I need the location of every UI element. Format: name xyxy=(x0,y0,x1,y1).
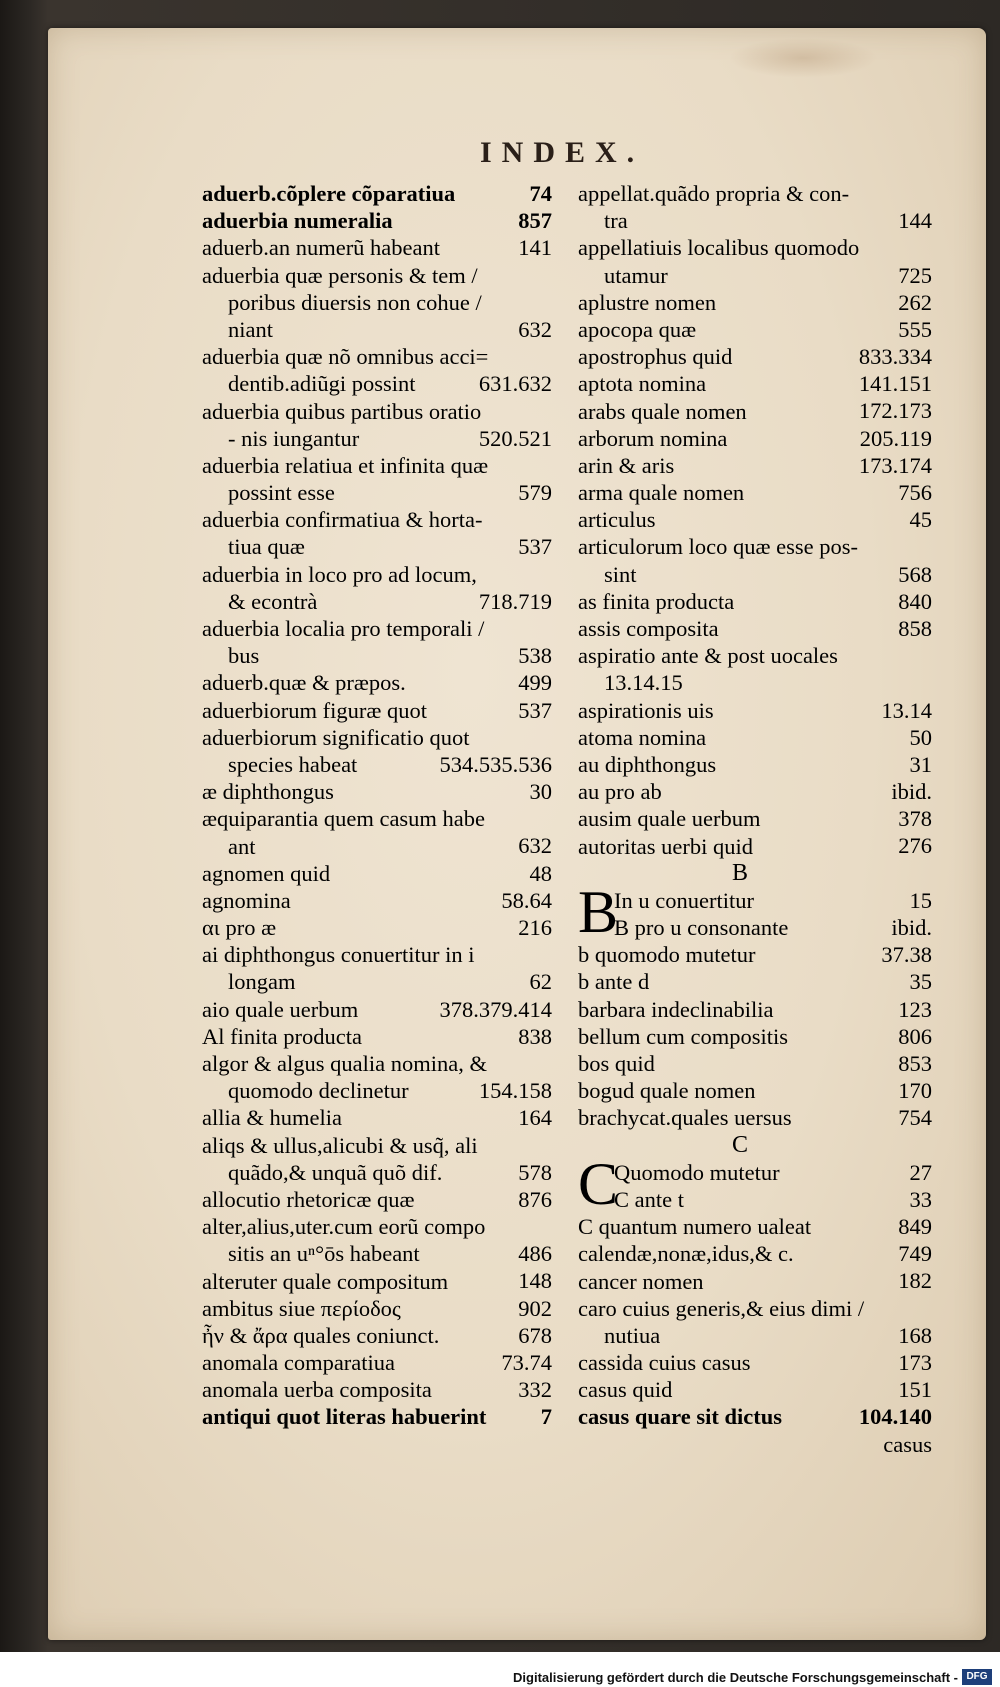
index-entry xyxy=(202,1268,552,1295)
initial-letter: C xyxy=(578,1150,619,1217)
index-entry xyxy=(578,1295,932,1349)
index-entry xyxy=(202,724,552,778)
index-entry xyxy=(578,234,932,288)
entry-text: aduerb.cõplere cõparatiua xyxy=(202,181,456,206)
entry-text: aduerbia localia pro temporali / xyxy=(202,616,485,641)
page-number: 756 xyxy=(898,480,932,506)
index-entry xyxy=(578,1240,932,1267)
entry-text: tiua quæ xyxy=(228,534,305,560)
entry-text: æ diphthongus xyxy=(202,779,334,805)
page-number: 725 xyxy=(898,262,932,288)
page-number: 499 xyxy=(518,670,552,696)
index-entry xyxy=(578,1213,932,1240)
entry-text: & econtrà xyxy=(228,588,318,614)
page-number: 50 xyxy=(909,724,932,750)
page-number: 173 xyxy=(898,1350,932,1376)
entry-text: aduerbia numeralia xyxy=(202,208,393,234)
entry-text: aduerbiorum significatio quot xyxy=(202,724,470,750)
index-entry xyxy=(202,1023,552,1050)
index-entry xyxy=(578,1268,932,1295)
entry-text: au diphthongus xyxy=(578,751,717,777)
index-column-right xyxy=(578,180,932,1458)
index-entry xyxy=(202,996,552,1023)
page-number: 182 xyxy=(898,1268,932,1294)
entry-text: bogud quale nomen xyxy=(578,1078,756,1104)
index-entry xyxy=(578,506,932,533)
entry-text: arborum nomina xyxy=(578,425,728,451)
entry-text xyxy=(578,1431,932,1458)
page-number: 749 xyxy=(898,1241,932,1267)
index-entry xyxy=(578,833,932,860)
page-number: 853 xyxy=(898,1050,932,1076)
index-entry xyxy=(202,180,552,207)
page-number: 62 xyxy=(529,969,552,995)
index-entry xyxy=(578,996,932,1023)
index-entry xyxy=(202,1403,552,1430)
page-number: 332 xyxy=(518,1377,552,1403)
index-entry xyxy=(202,452,552,506)
entry-text: aduerbia in loco pro ad locum, xyxy=(202,561,477,587)
entry-text: quãdo,& unquã quõ dif. xyxy=(228,1159,443,1185)
page-number: 806 xyxy=(898,1023,932,1049)
index-entry xyxy=(202,1295,552,1322)
page-number: 838 xyxy=(518,1023,552,1049)
entry-text: apostrophus quid xyxy=(578,344,733,370)
index-entry xyxy=(202,561,552,615)
page-number: 151 xyxy=(898,1377,932,1403)
index-entry xyxy=(202,778,552,805)
entry-text: aduerb.an numerũ habeant xyxy=(202,235,441,261)
entry-text: aliqs & ullus,alicubi & usq̃, ali xyxy=(202,1132,478,1158)
index-entry xyxy=(202,1132,552,1186)
page-number: 537 xyxy=(518,534,552,560)
page-number: 173.174 xyxy=(858,452,932,478)
entry-text: tra xyxy=(604,208,628,234)
entry-text: dentib.adiũgi possint xyxy=(228,371,416,397)
index-entry xyxy=(578,289,932,316)
entry-text: arma quale nomen xyxy=(578,480,745,506)
index-entry xyxy=(578,751,932,778)
entry-text: algor & algus qualia nomina, & xyxy=(202,1051,487,1076)
index-entry xyxy=(202,697,552,724)
index-entry xyxy=(202,506,552,560)
entry-text: b quomodo mutetur xyxy=(578,942,756,968)
page-number: 205.119 xyxy=(859,425,932,451)
index-entry xyxy=(578,724,932,751)
initial-letter: B xyxy=(578,878,619,945)
entry-text: aplustre nomen xyxy=(578,289,717,315)
index-entry xyxy=(578,316,932,343)
entry-text: atoma nomina xyxy=(578,724,707,750)
page-number: 30 xyxy=(529,779,552,805)
index-entry xyxy=(578,1431,932,1458)
entry-text: arin & aris xyxy=(578,452,675,478)
entry-text: alteruter quale compositum xyxy=(202,1268,449,1294)
page-number: 48 xyxy=(529,860,552,886)
footer-credit: Digitalisierung gefördert durch die Deutsche Forschungsgemeinschaft - xyxy=(513,1670,958,1685)
index-entry xyxy=(578,615,932,642)
index-entry xyxy=(578,1349,932,1376)
page-number: 833.334 xyxy=(858,344,932,370)
entry-text: C quantum numero ualeat xyxy=(578,1214,812,1240)
page-number: casus xyxy=(883,1431,932,1457)
entry-text: In u conuertitur xyxy=(614,887,754,913)
index-entry xyxy=(202,207,552,234)
entry-text: ambitus siue περίοδος xyxy=(202,1295,401,1321)
entry-text: autoritas uerbi quid xyxy=(578,833,753,859)
entry-text: articulus xyxy=(578,507,656,533)
page-number: 7 xyxy=(540,1404,552,1430)
entry-text: arabs quale nomen xyxy=(578,398,747,424)
entry-text: species habeat xyxy=(228,751,358,777)
index-entry xyxy=(578,479,932,506)
index-entry xyxy=(578,1077,932,1104)
entry-text: allocutio rhetoricæ quæ xyxy=(202,1186,415,1212)
entry-text: brachycat.quales uersus xyxy=(578,1105,792,1131)
index-entry xyxy=(578,1376,932,1403)
index-entry xyxy=(202,615,552,669)
index-entry xyxy=(578,805,932,832)
index-entry xyxy=(202,669,552,696)
page-number: 144 xyxy=(898,208,932,234)
entry-text: aptota nomina xyxy=(578,371,707,397)
section-letter: B xyxy=(731,859,748,886)
page-number: 537 xyxy=(518,697,552,723)
page-number: 678 xyxy=(518,1322,552,1348)
entry-text: aduerbiorum figuræ quot xyxy=(202,697,427,723)
index-entry xyxy=(202,1213,552,1267)
page-number: 276 xyxy=(898,833,932,859)
index-entry xyxy=(578,452,932,479)
index-entry xyxy=(202,805,552,859)
section-letter: C xyxy=(731,1131,748,1158)
index-entry xyxy=(578,398,932,425)
entry-text: αι pro æ xyxy=(202,915,277,941)
page-number: 172.173 xyxy=(858,398,932,424)
index-entry xyxy=(202,398,552,452)
page-number: 168 xyxy=(898,1322,932,1348)
page-number: ibid. xyxy=(891,915,932,941)
index-entry xyxy=(578,588,932,615)
entry-text: aio quale uerbum xyxy=(202,996,359,1022)
page-number: 35 xyxy=(909,969,932,995)
index-entry xyxy=(578,1050,932,1077)
index-entry xyxy=(578,425,932,452)
index-entry xyxy=(578,370,932,397)
page-number: 378 xyxy=(898,806,932,832)
entry-text: aduerbia quæ nõ omnibus acci= xyxy=(202,344,489,370)
entry-text: bus xyxy=(228,643,260,669)
entry-text: aspiratio ante & post uocales xyxy=(578,643,838,669)
page-number: 534.535.536 xyxy=(439,751,552,777)
index-entry xyxy=(578,343,932,370)
index-entry xyxy=(578,1403,932,1430)
entry-text: nutiua xyxy=(604,1322,661,1348)
page-number: 876 xyxy=(518,1186,552,1212)
page-number: 73.74 xyxy=(501,1350,552,1376)
page-stain xyxy=(728,38,878,78)
entry-text: - nis iungantur xyxy=(228,425,360,451)
entry-text: utamur xyxy=(604,262,668,288)
page-number: 141 xyxy=(518,235,552,261)
entry-text: bellum cum compositis xyxy=(578,1023,788,1049)
index-entry xyxy=(578,778,932,805)
entry-text: C ante t xyxy=(614,1186,684,1212)
entry-text: aspirationis uis xyxy=(578,697,714,723)
index-entry xyxy=(202,887,552,914)
entry-text: cassida cuius casus xyxy=(578,1350,751,1376)
entry-text: quomodo declinetur xyxy=(228,1078,409,1104)
entry-text: anomala comparatiua xyxy=(202,1350,396,1376)
page-number: 520.521 xyxy=(478,425,552,451)
entry-text: aduerbia confirmatiua & horta- xyxy=(202,507,483,533)
page-number: 216 xyxy=(518,915,552,941)
index-entry xyxy=(202,1376,552,1403)
page-number: 632 xyxy=(518,833,552,859)
page-number: 33 xyxy=(909,1186,932,1212)
entry-text: b ante d xyxy=(578,969,650,995)
index-entry xyxy=(578,697,932,724)
entry-text: au pro ab xyxy=(578,779,662,805)
page-header: INDEX. xyxy=(480,136,645,169)
page-number: 858 xyxy=(898,615,932,641)
page-number: 849 xyxy=(898,1214,932,1240)
page-number: 170 xyxy=(898,1078,932,1104)
index-entry xyxy=(202,343,552,397)
entry-text: sint xyxy=(604,561,637,587)
entry-text: barbara indeclinabilia xyxy=(578,996,774,1022)
index-entry xyxy=(202,1349,552,1376)
entry-text: appellatiuis localibus quomodo xyxy=(578,235,860,261)
entry-text: antiqui quot literas habuerint xyxy=(202,1404,487,1430)
page-number: 857 xyxy=(518,208,552,234)
entry-text: ai diphthongus conuertitur in i xyxy=(202,942,475,968)
entry-text: sitis an uⁿ°ōs habeant xyxy=(228,1241,420,1267)
entry-text: casus quare sit dictus xyxy=(578,1404,782,1430)
entry-text: appellat.quãdo propria & con- xyxy=(578,181,850,206)
entry-text: agnomina xyxy=(202,887,291,913)
index-entry xyxy=(578,1023,932,1050)
index-entry xyxy=(578,941,932,968)
page-number: 141.151 xyxy=(858,371,932,397)
entry-text: aduerbia relatiua et infinita quæ xyxy=(202,452,489,478)
entry-text: as finita producta xyxy=(578,588,735,614)
index-entry xyxy=(578,968,932,995)
page-number: 58.64 xyxy=(501,887,552,913)
index-entry xyxy=(578,533,932,587)
entry-text: anomala uerba composita xyxy=(202,1377,432,1403)
entry-text: cancer nomen xyxy=(578,1268,704,1294)
entry-text: calendæ,nonæ,idus,& c. xyxy=(578,1241,794,1267)
page-number: 754 xyxy=(898,1105,932,1131)
index-entry xyxy=(578,878,932,945)
page-number: 378.379.414 xyxy=(439,996,552,1022)
page-number: 902 xyxy=(518,1295,552,1321)
page-number: 555 xyxy=(898,316,932,342)
page-number: ibid. xyxy=(891,779,932,805)
page-number: 15 xyxy=(909,887,932,913)
entry-text: B pro u consonante xyxy=(614,915,789,941)
index-entry xyxy=(202,860,552,887)
index-column-left xyxy=(202,180,552,1431)
entry-text: bos quid xyxy=(578,1051,655,1076)
page-number: 262 xyxy=(898,289,932,315)
page-number: 148 xyxy=(518,1268,552,1294)
entry-text: assis composita xyxy=(578,616,719,641)
page-number: 104.140 xyxy=(858,1404,932,1430)
entry-text: aduerbia quibus partibus oratio xyxy=(202,398,482,424)
entry-text: apocopa quæ xyxy=(578,316,697,342)
entry-text: possint esse xyxy=(228,480,335,506)
entry-text: ausim quale uerbum xyxy=(578,806,761,832)
entry-text: allia & humelia xyxy=(202,1105,342,1131)
entry-text: longam xyxy=(228,969,296,995)
entry-text: ant xyxy=(228,833,256,859)
page-number: 164 xyxy=(518,1105,552,1131)
entry-text: ἦν & ἄρα quales coniunct. xyxy=(202,1322,440,1348)
entry-text: alter,alius,uter.cum eorũ compo xyxy=(202,1214,486,1240)
page-number: 632 xyxy=(518,316,552,342)
page-number: 631.632 xyxy=(478,371,552,397)
index-entry xyxy=(578,180,932,234)
index-entry xyxy=(202,1322,552,1349)
page-number: 37.38 xyxy=(881,942,932,968)
page-number: 31 xyxy=(909,751,932,777)
entry-text: articulorum loco quæ esse pos- xyxy=(578,534,858,560)
entry-text: aduerbia quæ personis & tem / xyxy=(202,262,478,288)
page-number: 13.14 xyxy=(881,697,932,723)
entry-text: poribus diuersis non cohue / xyxy=(228,289,482,315)
index-entry xyxy=(202,941,552,995)
page-number: 718.719 xyxy=(478,588,552,614)
entry-text: Quomodo mutetur xyxy=(614,1159,780,1185)
entry-text: 13.14.15 xyxy=(604,670,683,696)
page-number: 840 xyxy=(898,588,932,614)
page-number: 154.158 xyxy=(478,1078,552,1104)
page-number: 123 xyxy=(898,996,932,1022)
entry-text: æquiparantia quem casum habe xyxy=(202,806,486,832)
index-entry xyxy=(202,234,552,261)
entry-text: niant xyxy=(228,316,273,342)
entry-text: caro cuius generis,& eius dimi / xyxy=(578,1295,865,1321)
page-number: 74 xyxy=(529,180,552,206)
entry-text: agnomen quid xyxy=(202,860,331,886)
entry-text: casus quid xyxy=(578,1377,673,1403)
index-entry xyxy=(202,914,552,941)
index-entry xyxy=(202,262,552,344)
index-entry xyxy=(202,1104,552,1131)
index-entry xyxy=(202,1050,552,1104)
page-number: 27 xyxy=(909,1159,932,1185)
index-entry xyxy=(578,1150,932,1217)
page-number: 578 xyxy=(518,1159,552,1185)
entry-text: aduerb.quæ & præpos. xyxy=(202,670,406,696)
page-number: 568 xyxy=(898,561,932,587)
page-number: 45 xyxy=(909,507,932,533)
index-entry xyxy=(578,642,932,696)
page-number: 579 xyxy=(518,480,552,506)
index-entry xyxy=(578,1104,932,1131)
page-number: 538 xyxy=(518,643,552,669)
dfg-logo: DFG xyxy=(962,1669,992,1685)
entry-text: Al finita producta xyxy=(202,1023,362,1049)
page-number: 486 xyxy=(518,1241,552,1267)
index-entry xyxy=(202,1186,552,1213)
